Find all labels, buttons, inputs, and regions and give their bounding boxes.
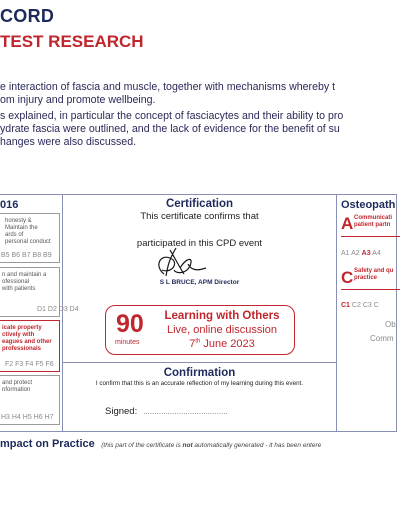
theme-codes: A1 A2 A3 A4: [341, 250, 381, 257]
impact-heading-row: [0, 434, 400, 452]
event-details-box: [105, 305, 295, 355]
impact-title: mpact on Practice: [0, 438, 95, 450]
standard-box: [0, 213, 60, 263]
signatory-name: S L BRUCE, APM Director: [159, 279, 240, 286]
confirmation-heading: Confirmation: [163, 367, 236, 379]
summary-line: e interaction of fascia and muscle, together with mechanisms whereby t: [0, 81, 336, 93]
standard-box-selected: [0, 320, 60, 372]
standard-codes: F2 F3 F4 F5 F6: [5, 361, 54, 368]
certification-heading: Certification: [165, 198, 234, 210]
right-footer-line: Comm: [370, 334, 394, 343]
theme-text: Safety and qu practice: [354, 268, 394, 281]
standard-text: and protect nformation: [2, 380, 33, 393]
signed-label: Signed: ......................................: [105, 406, 228, 417]
theme-section-a: [340, 213, 400, 261]
minutes-label: minutes: [115, 339, 140, 346]
certificate-subtitle: TEST RESEARCH: [0, 32, 144, 51]
standard-text: n and maintain a ofessional with patients: [2, 272, 47, 292]
standard-text: icate property ctively with eagues and other professionals: [2, 325, 52, 352]
signature: [150, 244, 210, 282]
divider: [62, 362, 336, 363]
theme-section-c: [340, 265, 400, 315]
summary-line: hanges were also discussed.: [0, 136, 137, 148]
osteopath-heading: Osteopath: [341, 199, 396, 211]
theme-codes: C1 C2 C3 C: [341, 302, 379, 309]
certificate-title: CORD: [0, 6, 55, 26]
event-title: Learning with Others: [164, 310, 280, 322]
participated-text: participated in this CPD event: [136, 238, 263, 249]
right-footer-line: Ob: [385, 320, 396, 329]
standard-codes: H3 H4 H5 H6 H7: [1, 414, 54, 421]
summary-line: s explained, in particular the concept of fasciacytes and their ability to pro: [0, 110, 344, 122]
certification-text: This certificate confirms that: [140, 211, 259, 222]
summary-line: ydrate fascia were outlined, and the lack of evidence for the benefit of su: [0, 123, 340, 135]
divider: [336, 194, 337, 432]
event-date: 7th June 2023: [189, 338, 255, 350]
standard-box: [0, 267, 79, 317]
minutes-value: 90: [116, 310, 144, 338]
confirmation-text: I confirm that this is an accurate reflection of my learning during this event.: [95, 380, 304, 387]
theme-text: Communicati patient partn: [354, 215, 393, 228]
standard-codes: D1 D2 D3 D4: [37, 306, 79, 313]
summary-line: om injury and promote wellbeing.: [0, 94, 156, 106]
theme-letter: C: [341, 268, 354, 287]
event-type: Live, online discussion: [166, 324, 278, 336]
standards-heading: 016: [0, 199, 19, 211]
divider: [62, 194, 63, 432]
impact-note: (this part of the certificate is not automatically generated - it has been entere: [101, 442, 322, 449]
standard-codes: B5 B6 B7 B8 B9: [1, 252, 52, 259]
divider: [341, 236, 400, 237]
theme-letter: A: [341, 214, 354, 233]
standard-text: honesty & Maintain the ards of personal conduct: [5, 218, 51, 245]
standard-box: [0, 375, 60, 425]
divider: [341, 289, 400, 290]
